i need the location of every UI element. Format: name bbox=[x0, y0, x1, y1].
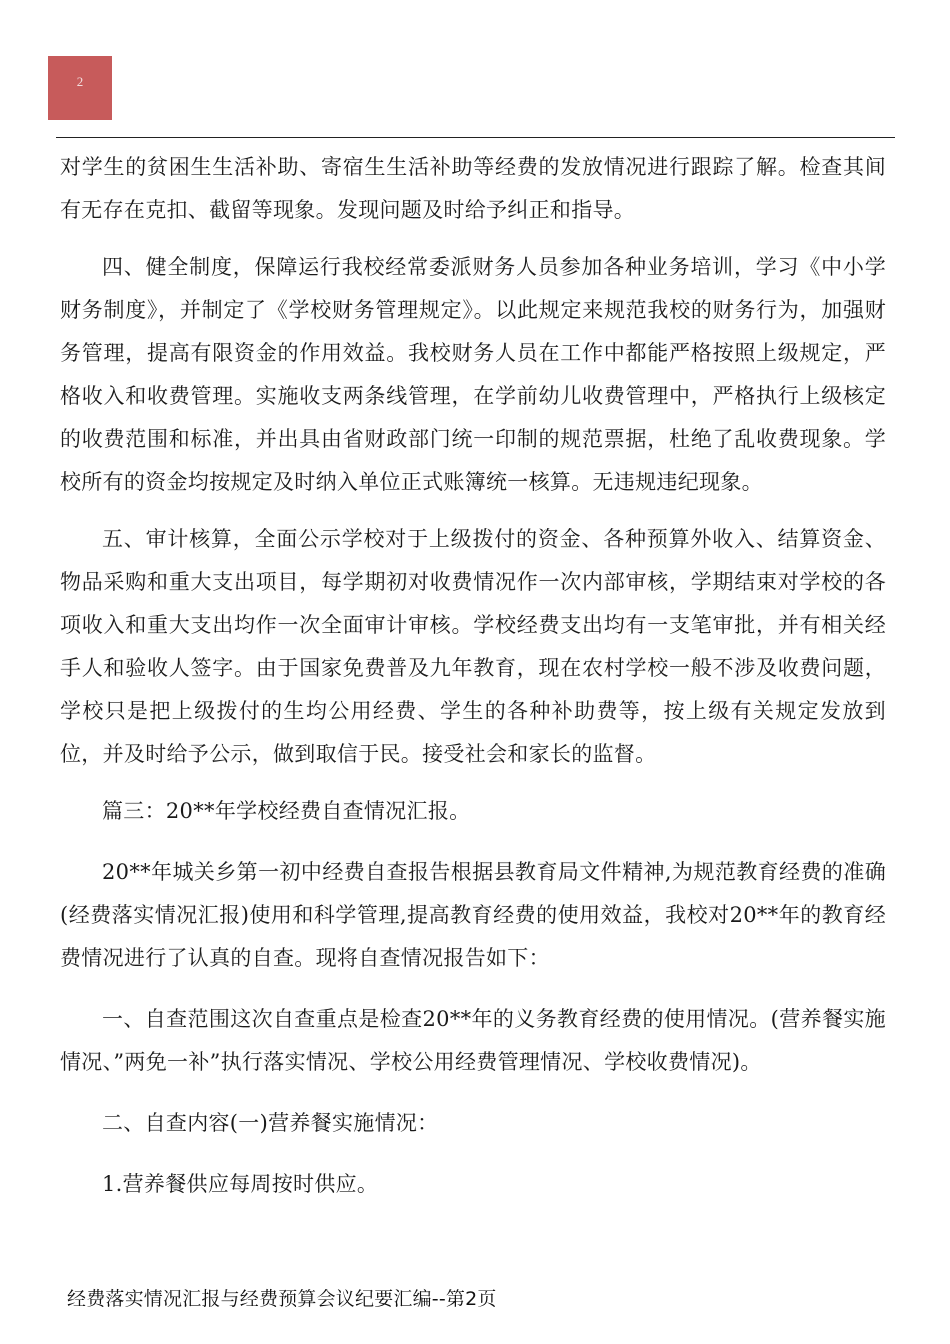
page-footer: 经费落实情况汇报与经费预算会议纪要汇编--第2页 bbox=[67, 1288, 497, 1310]
page-number-badge bbox=[48, 56, 112, 120]
paragraph-heading-part-three: 篇三：20**年学校经费自查情况汇报。 bbox=[102, 799, 471, 823]
paragraph-continuation: 对学生的贫困生生活补助、寄宿生生活补助等经费的发放情况进行跟踪了解。检查其间有无存在克扣、截留等现象。发现问题及时给予纠正和指导。 bbox=[60, 155, 886, 222]
paragraph-section-four: 四、健全制度，保障运行我校经常委派财务人员参加各种业务培训，学习《中小学财务制度》，并制定了《学校财务管理规定》。以此规定来规范我校的财务行为，加强财务管理，提高有限资金的作用效益。我校财务人员在工作中都能严格按照上级规定，严格收入和收费管理。实施收支两条线管理，在学前幼儿收费管理中，严格执行上级核定的收费范围和标准，并出具由省财政部门统一印制的规范票据，杜绝了乱收费现象。学校所有的资金均按规定及时纳入单位正式账簿统一核算。无违规违纪现象。 bbox=[60, 255, 886, 494]
paragraph-section-five: 五、审计核算，全面公示学校对于上级拨付的资金、各种预算外收入、结算资金、物品采购和重大支出项目，每学期初对收费情况作一次内部审核，学期结束对学校的各项收入和重大支出均作一次全面审计审核。学校经费支出均有一支笔审批，并有相关经手人和验收人签字。由于国家免费普及九年教育，现在农村学校一般不涉及收费问题，学校只是把上级拨付的生均公用经费、学生的各种补助费等，按上级有关规定发放到位，并及时给予公示，做到取信于民。接受社会和家长的监督。 bbox=[60, 527, 886, 766]
paragraph-self-check-intro: 20**年城关乡第一初中经费自查报告根据县教育局文件精神,为规范教育经费的准确(经费落实情况汇报)使用和科学管理,提高教育经费的使用效益，我校对20**年的教育经费情况进行了认真的自查。现将自查情况报告如下： bbox=[60, 860, 886, 970]
paragraph-content-heading: 二、自查内容(一)营养餐实施情况： bbox=[102, 1111, 439, 1135]
paragraph-item-one: 1.营养餐供应每周按时供应。 bbox=[102, 1172, 379, 1196]
page-number: 2 bbox=[76, 74, 84, 89]
header-divider bbox=[56, 137, 895, 138]
document-body bbox=[60, 146, 886, 1206]
paragraph-scope: 一、自查范围这次自查重点是检查20**年的义务教育经费的使用情况。(营养餐实施情况、”两免一补”执行落实情况、学校公用经费管理情况、学校收费情况)。 bbox=[60, 1007, 886, 1074]
